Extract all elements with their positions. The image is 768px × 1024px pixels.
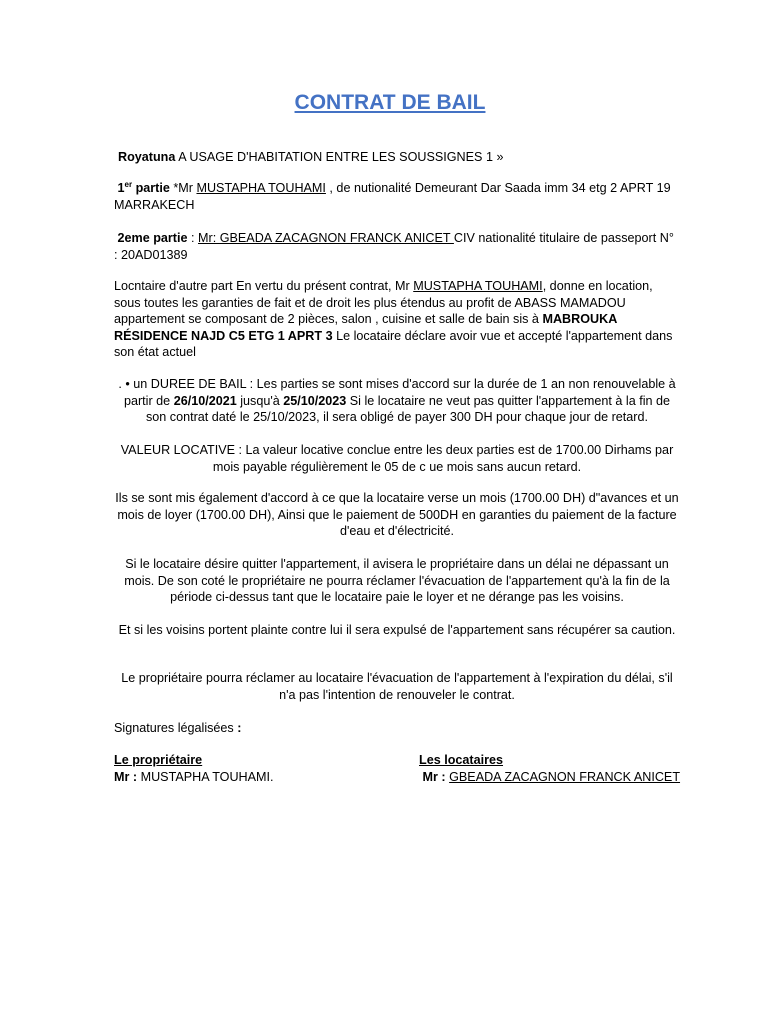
first-party-text-before: *Mr <box>169 181 197 195</box>
quitter-paragraph: Si le locataire désire quitter l'appartement, il avisera le propriétaire dans un délai ne dépassant un mois. De son coté le propriétaire ne pourra réclamer l'évacuation de l'appartement qu'à la fin de la période ci-dessus tant que le locataire paie le loyer et ne dérange pas les voisins. <box>124 557 670 604</box>
intro-bold-word: Royatuna <box>118 150 176 164</box>
second-party-name: Mr: GBEADA ZACAGNON FRANCK ANICET <box>198 231 454 245</box>
second-party-label: 2eme partie <box>117 231 188 245</box>
valeur-paragraph: VALEUR LOCATIVE : La valeur locative conclue entre les deux parties est de 1700.00 Dirhams par mois payable régulièrement le 05 de c ue mois sans aucun retard. <box>120 443 674 474</box>
duree-text-2: jusqu'à <box>236 393 284 408</box>
first-party-label-text: partie <box>132 181 170 195</box>
location-text-1: Locntaire d'autre part En vertu du présent contrat, Mr <box>114 279 414 293</box>
first-party-name: MUSTAPHA TOUHAMI <box>196 181 326 195</box>
owner-prefix: Mr : <box>114 769 138 784</box>
signatures-label <box>114 720 680 737</box>
signatures-label-text: Signatures légalisées <box>114 721 238 735</box>
reclamer-paragraph: Le propriétaire pourra réclamer au locataire l'évacuation de l'appartement à l'expiration du délai, s'il n'a pas l'intention de renouveler le contrat. <box>121 671 673 702</box>
location-text-3: Le locataire déclare avoir vue et accepté l'appartement dans son état actuel <box>114 328 673 359</box>
page-title: CONTRAT DE BAIL <box>294 91 486 114</box>
duree-text-1: . • un DUREE DE BAIL : Les parties se sont mises d'accord sur la durée de 1 an non renouvelable à partir de <box>118 377 676 408</box>
avance-paragraph: Ils se sont mis également d'accord à ce que la locataire verse un mois (1700.00 DH) d"avances et un mois de loyer (1700.00 DH), Ainsi que le paiement de 500DH en garanties du paiement de la facture d'eau et d'électricité. <box>115 491 679 538</box>
duree-end-date: 25/10/2023 <box>283 393 347 408</box>
tenant-heading: Les locataires <box>419 753 504 767</box>
location-owner-name: MUSTAPHA TOUHAMI <box>413 279 543 293</box>
tenant-signature-block <box>419 752 719 785</box>
owner-heading: Le propriétaire <box>114 753 203 767</box>
second-party-text-after: CIV nationalité titulaire de passeport N° : 20AD01389 <box>114 231 674 262</box>
duree-start-date: 26/10/2021 <box>173 393 237 408</box>
tenant-prefix: Mr : <box>422 769 446 784</box>
owner-name: MUSTAPHA TOUHAMI. <box>137 769 274 784</box>
second-party-paragraph <box>114 230 680 263</box>
intro-line <box>118 149 684 166</box>
second-party-separator: : <box>187 231 199 245</box>
duree-paragraph <box>114 376 680 426</box>
first-party-number: 1 <box>117 181 125 195</box>
intro-text: A USAGE D'HABITATION ENTRE LES SOUSSIGNES 1 » <box>175 150 504 164</box>
first-party-superscript: er <box>124 179 133 189</box>
tenant-name: GBEADA ZACAGNON FRANCK ANICET <box>449 769 681 784</box>
first-party-paragraph <box>114 180 680 213</box>
location-text-2: , donne en location, sous toutes les garanties de fait et de droit les plus étendus au profit de ABASS MAMADOU appartement se composant de 2 pièces, salon , cuisine et salle de bain sis à <box>114 279 653 326</box>
location-address: MABROUKA RÉSIDENCE NAJD C5 ETG 1 APRT 3 <box>114 312 617 343</box>
first-party-text-after: , de nutionalité Demeurant Dar Saada imm 34 etg 2 APRT 19 MARRAKECH <box>114 181 671 212</box>
location-paragraph <box>114 278 680 361</box>
voisins-paragraph: Et si les voisins portent plainte contre lui il sera expulsé de l'appartement sans récupérer sa caution. <box>118 623 676 637</box>
duree-text-3: Si le locataire ne veut pas quitter l'appartement à la fin de son contrat daté le 25/10/2023, il sera obligé de payer 300 DH pour chaque jour de retard. <box>146 393 671 424</box>
owner-signature-block <box>114 752 414 785</box>
signatures-colon: : <box>237 721 242 735</box>
first-party-label <box>114 181 170 195</box>
